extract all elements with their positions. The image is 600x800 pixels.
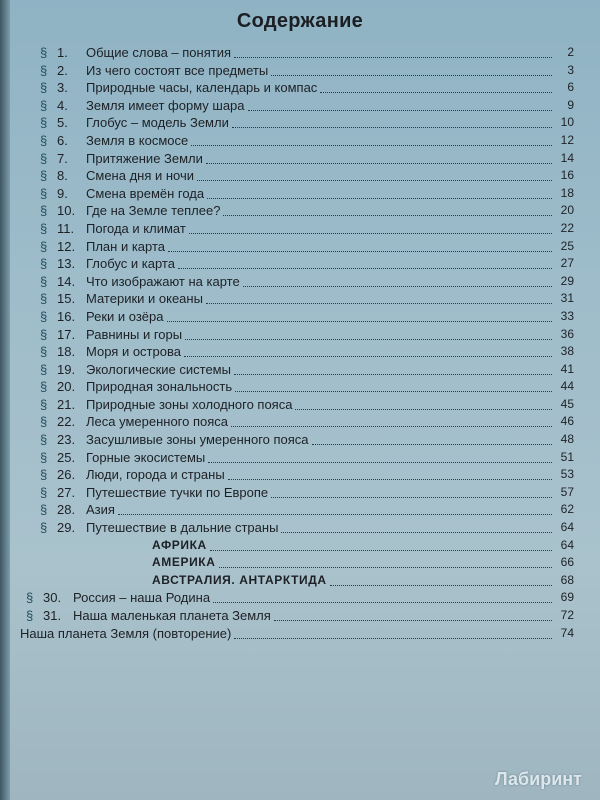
page-number: 20 [560,203,574,218]
dot-leader [281,532,552,533]
toc-entry [0,519,600,537]
section-title: Земля имеет форму шара [86,97,245,113]
toc-entry [0,167,600,185]
toc-entry [0,150,600,168]
section-title: Материки и океаны [86,291,203,307]
toc-entry [0,326,600,344]
section-sign: § [40,467,48,483]
toc-entry [0,361,600,379]
page-number: 33 [560,308,574,323]
section-title: Путешествие в дальние страны [86,520,279,536]
table-of-contents [0,44,600,642]
section-number: 3. [57,80,68,96]
section-number: 25. [57,449,76,465]
section-number: 31. [43,608,62,623]
section-title: Азия [86,502,115,518]
toc-entry [0,220,600,238]
section-title: Моря и острова [86,344,181,360]
page-number: 31 [560,291,574,306]
section-sign: § [26,608,34,623]
section-number: 14. [57,273,76,289]
page-number: 44 [560,379,574,394]
section-title: АВСТРАЛИЯ. АНТАРКТИДА [152,572,327,587]
page-number: 48 [560,432,574,447]
section-title: Равнины и горы [86,326,183,342]
section-sign: § [40,520,48,536]
dot-leader [234,374,552,375]
section-title: Природная зональность [86,379,233,395]
toc-entry [0,396,600,414]
page-number: 2 [567,45,574,59]
dot-leader [219,567,552,568]
section-number: 18. [57,344,76,360]
toc-entry [0,114,600,132]
toc-entry [0,625,600,643]
page-number: 41 [560,361,574,376]
page-number: 16 [560,168,574,183]
toc-entry [0,97,600,115]
toc-entry [0,413,600,431]
section-sign: § [40,291,48,307]
section-sign: § [40,344,48,360]
toc-entry [0,185,600,203]
toc-entry [0,537,600,555]
section-sign: § [40,502,48,518]
section-number: 30. [43,590,62,606]
section-number: 23. [57,432,76,448]
toc-entry [0,238,600,256]
section-title: Засушливые зоны умеренного пояса [86,432,309,448]
dot-leader [118,514,552,515]
page-number: 38 [560,344,574,359]
toc-entry [0,589,600,607]
section-number: 6. [57,132,68,148]
page-number: 66 [560,555,574,570]
section-sign: § [40,238,48,254]
section-sign: § [40,115,48,131]
dot-leader [271,75,552,76]
section-title: Реки и озёра [86,308,164,324]
dot-leader [206,163,552,164]
toc-entry [0,607,600,625]
dot-leader [312,444,552,445]
toc-entry [0,44,600,62]
section-title: Природные часы, календарь и компас [86,80,318,96]
section-number: 1. [57,45,68,60]
section-title: Притяжение Земли [86,150,203,166]
section-title: АМЕРИКА [152,555,216,570]
section-number: 17. [57,326,76,342]
page-number: 74 [560,625,574,640]
dot-leader [168,251,552,252]
toc-entry [0,79,600,97]
page-number: 36 [560,326,574,341]
toc-entry [0,378,600,396]
dot-leader [213,602,552,603]
dot-leader [320,92,552,93]
section-sign: § [40,361,48,377]
section-sign: § [40,97,48,113]
section-title: Земля в космосе [86,132,189,148]
dot-leader [235,391,552,392]
toc-entry [0,572,600,590]
toc-entry [0,308,600,326]
page-number: 51 [560,449,574,464]
section-number: 13. [57,256,76,272]
section-title: АФРИКА [152,537,207,552]
page-number: 27 [560,256,574,271]
dot-leader [271,497,552,498]
section-sign: § [26,590,34,606]
page-number: 25 [560,238,574,253]
page-number: 69 [560,590,574,605]
section-title: Смена времён года [86,185,205,201]
page-number: 57 [560,484,574,499]
dot-leader [184,356,552,357]
section-title: Глобус и карта [86,256,175,272]
toc-entry [0,343,600,361]
section-sign: § [40,396,48,412]
section-number: 29. [57,520,76,536]
toc-entry [0,431,600,449]
dot-leader [189,233,552,234]
dot-leader [185,339,552,340]
section-title: Экологические системы [86,361,231,377]
section-title: Погода и климат [86,220,186,236]
dot-leader [178,268,552,269]
toc-entry [0,501,600,519]
dot-leader [248,110,552,111]
section-number: 12. [57,238,76,254]
section-number: 22. [57,414,76,430]
dot-leader [243,286,552,287]
page-number: 46 [560,414,574,429]
section-title: Из чего состоят все предметы [86,62,269,78]
dot-leader [231,426,552,427]
section-number: 11. [57,220,75,236]
section-title: Люди, города и страны [86,467,225,483]
section-number: 15. [57,291,76,307]
section-number: 9. [57,185,68,201]
section-title: Леса умеренного пояса [86,414,229,430]
toc-entry [0,484,600,502]
dot-leader [232,127,552,128]
section-sign: § [40,45,48,60]
toc-entry [0,273,600,291]
section-number: 5. [57,115,68,131]
dot-leader [223,215,552,216]
section-title: Смена дня и ночи [86,168,195,184]
section-sign: § [40,379,48,395]
section-number: 20. [57,379,76,395]
toc-entry [0,255,600,273]
page-number: 12 [560,132,574,147]
section-title: Где на Земле теплее? [86,203,221,219]
toc-entry [0,449,600,467]
page-number: 10 [560,115,574,130]
dot-leader [274,620,552,621]
page-number: 64 [560,537,574,552]
section-title: Путешествие тучки по Европе [86,484,269,500]
dot-leader [207,198,552,199]
dot-leader [197,180,552,181]
section-sign: § [40,80,48,96]
section-title: Горные экосистемы [86,449,206,465]
dot-leader [234,638,552,639]
section-number: 26. [57,467,76,483]
dot-leader [210,550,552,551]
toc-entry [0,202,600,220]
page-number: 72 [560,608,574,622]
toc-entry [0,290,600,308]
section-sign: § [40,326,48,342]
section-number: 28. [57,502,76,518]
section-title: План и карта [86,238,166,254]
section-number: 2. [57,62,68,78]
section-number: 16. [57,308,76,324]
dot-leader [167,321,552,322]
section-sign: § [40,132,48,148]
page-title: Содержание [236,10,364,32]
page-number: 14 [560,150,574,165]
page-number: 68 [560,572,574,587]
section-title: Россия – наша Родина [73,590,211,606]
section-title: Наша маленькая планета Земля [73,608,271,623]
dot-leader [206,303,552,304]
section-number: 27. [57,484,76,500]
section-sign: § [40,273,48,289]
section-number: 7. [57,150,68,166]
section-number: 8. [57,168,68,184]
dot-leader [228,479,552,480]
section-sign: § [40,449,48,465]
toc-entry [0,62,600,80]
toc-entry [0,554,600,572]
page-number: 53 [560,467,574,482]
section-sign: § [40,484,48,500]
section-sign: § [40,414,48,430]
page-number: 9 [567,97,574,112]
toc-entry [0,466,600,484]
section-sign: § [40,185,48,201]
toc-entry [0,132,600,150]
section-sign: § [40,308,48,324]
page-number: 29 [560,273,574,288]
section-title: Глобус – модель Земли [86,115,229,131]
dot-leader [330,585,552,586]
page-number: 64 [560,520,574,535]
page-number: 62 [560,502,574,517]
page-number: 45 [560,396,574,411]
section-sign: § [40,220,48,236]
section-number: 21. [57,396,76,412]
section-title: Что изображают на карте [86,273,240,289]
section-title: Природные зоны холодного пояса [86,396,293,412]
page-number: 3 [567,62,574,77]
dot-leader [208,462,552,463]
section-sign: § [40,62,48,78]
section-number: 10. [57,203,76,219]
page-number: 18 [560,185,574,200]
section-sign: § [40,203,48,219]
section-title: Наша планета Земля (повторение) [20,625,232,641]
page-number: 6 [567,80,574,95]
section-sign: § [40,150,48,166]
labirint-watermark-logo: Лабиринт [494,769,582,789]
dot-leader [191,145,552,146]
section-sign: § [40,256,48,272]
section-title: Общие слова – понятия [86,45,232,60]
page-number: 22 [560,220,574,235]
section-number: 19. [57,361,76,377]
dot-leader [234,57,552,58]
section-number: 4. [57,97,68,113]
dot-leader [295,409,552,410]
section-sign: § [40,432,48,448]
section-sign: § [40,168,48,184]
